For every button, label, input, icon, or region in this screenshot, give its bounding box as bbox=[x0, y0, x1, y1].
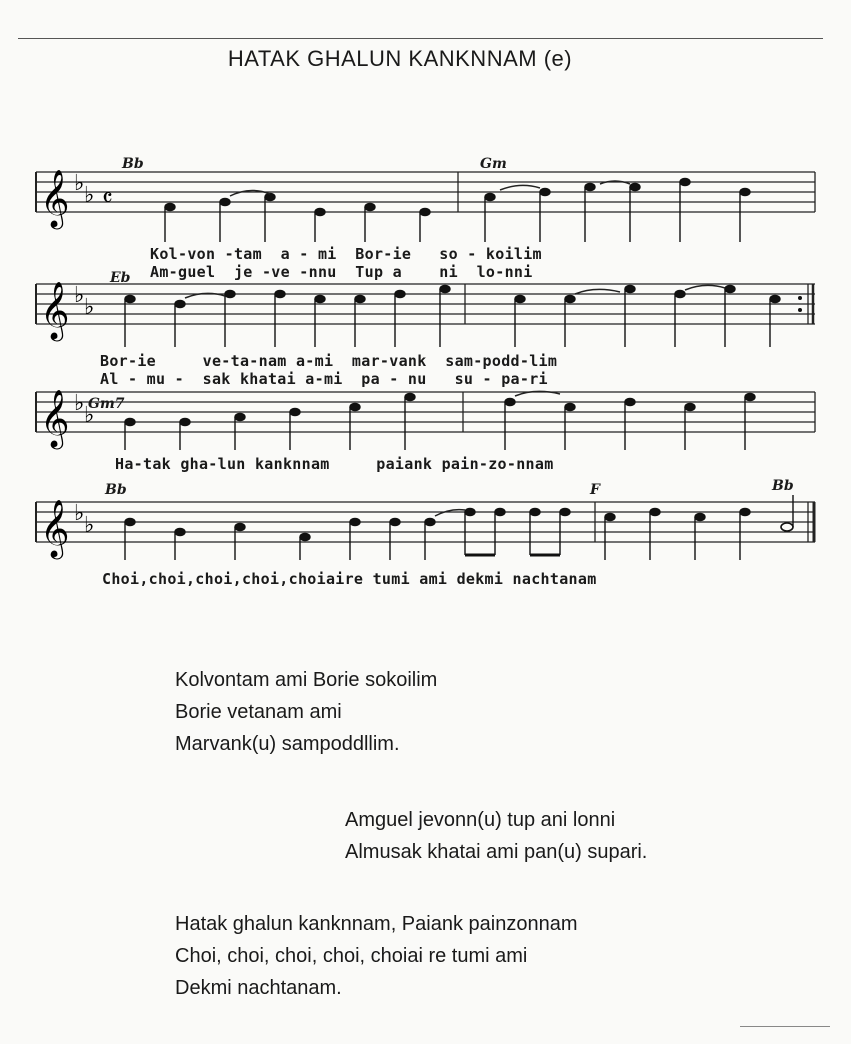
chord-label: Bb bbox=[105, 482, 127, 498]
top-rule bbox=[18, 38, 823, 39]
verse-2 bbox=[345, 804, 647, 868]
verse-line: Almusak khatai ami pan(u) supari. bbox=[345, 841, 648, 863]
svg-text:𝄞: 𝄞 bbox=[40, 281, 70, 339]
verse-line: Hatak ghalun kanknnam, Paiank painzonnam bbox=[175, 913, 578, 935]
svg-text:𝄞: 𝄞 bbox=[40, 499, 70, 557]
lyric-line: Al - mu - sak khatai a-mi pa - nu su - pa-ri bbox=[100, 370, 548, 388]
verse-line: Choi, choi, choi, choi, choiai re tumi ami bbox=[175, 945, 528, 967]
chord-label: Gm7 bbox=[88, 396, 125, 412]
verse-line: Amguel jevonn(u) tup ani lonni bbox=[345, 809, 616, 831]
svg-text:𝄞: 𝄞 bbox=[40, 389, 70, 447]
verse-line: Kolvontam ami Borie sokoilim bbox=[175, 669, 438, 691]
svg-text:♭: ♭ bbox=[84, 295, 95, 320]
chord-label: Gm bbox=[480, 156, 507, 172]
svg-text:𝄞: 𝄞 bbox=[40, 169, 70, 227]
lyric-line: Ha-tak gha-lun kanknnam paiank pain-zo-nnam bbox=[115, 455, 554, 473]
song-title: HATAK GHALUN KANKNNAM (e) bbox=[227, 46, 573, 71]
chord-label: Bb bbox=[772, 478, 794, 494]
verse-1 bbox=[175, 664, 437, 760]
svg-text:♭: ♭ bbox=[74, 171, 85, 196]
lyric-line: Kol-von -tam a - mi Bor-ie so - koilim bbox=[150, 245, 542, 263]
verse-line: Marvank(u) sampoddllim. bbox=[175, 733, 400, 755]
staff-system-2 bbox=[30, 262, 825, 387]
lyric-line: Choi,choi,choi,choi,choiaire tumi ami dekmi nachtanam bbox=[102, 570, 597, 588]
verse-line: Borie vetanam ami bbox=[175, 701, 342, 723]
chord-label: Bb bbox=[122, 156, 144, 172]
staff-system-4 bbox=[30, 470, 825, 595]
chord-label: Eb bbox=[110, 270, 131, 286]
svg-text:♭: ♭ bbox=[84, 513, 95, 538]
svg-text:♭: ♭ bbox=[74, 501, 85, 526]
svg-text:𝄴: 𝄴 bbox=[102, 184, 113, 212]
verse-3 bbox=[175, 908, 577, 1004]
svg-text:♭: ♭ bbox=[84, 403, 95, 428]
staff-system-3 bbox=[30, 370, 825, 480]
svg-text:♭: ♭ bbox=[74, 391, 85, 416]
chord-label: F bbox=[590, 482, 600, 498]
verse-line: Dekmi nachtanam. bbox=[175, 977, 342, 999]
svg-text:♭: ♭ bbox=[84, 183, 95, 208]
lyric-line: Bor-ie ve-ta-nam a-mi mar-vank sam-podd-lim bbox=[100, 352, 558, 370]
lyric-line: Am-guel je -ve -nnu Tup a ni lo-nni bbox=[150, 263, 533, 281]
svg-text:♭: ♭ bbox=[74, 283, 85, 308]
bottom-rule bbox=[740, 1026, 830, 1027]
